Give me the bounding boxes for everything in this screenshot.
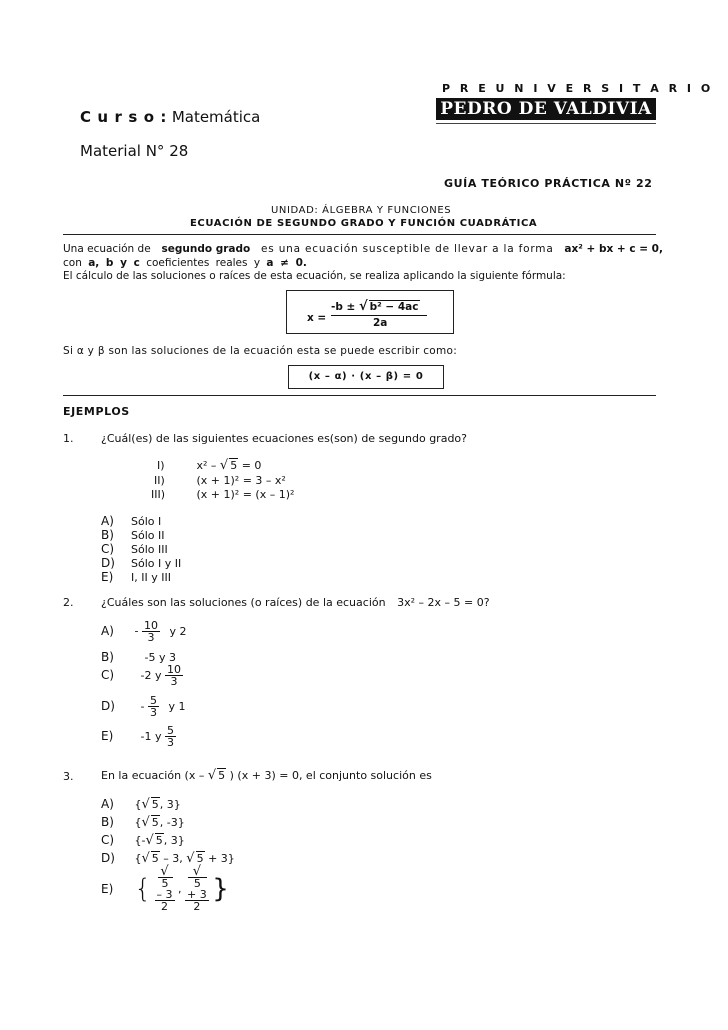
option-text: Sólo II bbox=[131, 529, 165, 542]
q1-text: ¿Cuál(es) de las siguientes ecuaciones es(son) de segundo grado? bbox=[101, 432, 467, 445]
brand-logo bbox=[436, 82, 714, 126]
q2-question: ¿Cuáles son las soluciones (o raíces) de la ecuación bbox=[101, 596, 386, 609]
option-letter: D) bbox=[101, 851, 115, 865]
q3e-root-1: 5 bbox=[158, 877, 173, 889]
course-value: Matemática bbox=[171, 108, 261, 126]
option-letter: E) bbox=[101, 728, 114, 743]
q1-roman-2: II) bbox=[154, 474, 165, 487]
q1-number: 1. bbox=[63, 432, 74, 445]
q3e-num-1 bbox=[155, 866, 175, 901]
q1-eq-1a: x² – bbox=[196, 459, 217, 472]
quadratic-formula-box bbox=[286, 290, 454, 334]
q2-option-e[interactable] bbox=[101, 725, 176, 748]
q2-number: 2. bbox=[63, 596, 74, 609]
intro-1d: ax² + bx + c = 0, bbox=[564, 243, 663, 255]
intro-1a: Una ecuación de bbox=[63, 243, 151, 255]
q1-option-c[interactable] bbox=[101, 542, 168, 556]
q2d-fraction bbox=[148, 695, 159, 718]
course-key: C u r s o : bbox=[80, 108, 168, 126]
examples-heading: EJEMPLOS bbox=[63, 405, 130, 418]
intro-2b: a, b y c bbox=[88, 257, 140, 269]
q1-item-1 bbox=[157, 458, 261, 473]
option-letter: C) bbox=[101, 667, 115, 682]
q3b-pre: { bbox=[134, 816, 142, 829]
q1-option-b[interactable] bbox=[101, 528, 164, 542]
q2b-text: -5 y 3 bbox=[144, 651, 176, 664]
q3c-post: , 3} bbox=[163, 834, 185, 847]
option-text: Sólo III bbox=[131, 543, 168, 556]
option-letter: E) bbox=[101, 882, 114, 896]
q3a-pre: { bbox=[134, 798, 142, 811]
factored-intro: Si α y β son las soluciones de la ecuación esta se puede escribir como: bbox=[63, 345, 458, 357]
sqrt-icon: √ bbox=[219, 458, 229, 473]
q3d-mid: – 3, bbox=[163, 852, 183, 865]
brand-underline bbox=[436, 123, 656, 124]
q3e-root-2: 5 bbox=[188, 877, 207, 889]
q2d-num: 5 bbox=[149, 694, 157, 707]
q3e-n2: + 3 bbox=[187, 888, 207, 901]
q1-eq-1b: = 0 bbox=[241, 459, 262, 472]
q3e-fraction-2 bbox=[185, 866, 209, 912]
q3d-pre: { bbox=[134, 852, 142, 865]
course-label bbox=[80, 108, 260, 126]
brand-name: PEDRO DE VALDIVIA bbox=[436, 98, 656, 120]
q3-option-b[interactable] bbox=[101, 815, 185, 830]
formula-denominator: 2a bbox=[373, 317, 388, 329]
formula-lhs: x = bbox=[307, 312, 327, 324]
q1-option-d[interactable] bbox=[101, 556, 181, 570]
option-letter: C) bbox=[101, 542, 115, 556]
unit-title: UNIDAD: ÁLGEBRA Y FUNCIONES bbox=[271, 205, 452, 216]
q2e-den: 3 bbox=[166, 736, 174, 749]
q1-roman-3: III) bbox=[151, 488, 166, 501]
sqrt-icon: √ bbox=[141, 797, 150, 812]
sqrt-icon: √ bbox=[192, 864, 202, 879]
option-letter: E) bbox=[101, 570, 114, 584]
intro-line-2 bbox=[63, 257, 307, 269]
q2c-pre: -2 y bbox=[140, 668, 162, 682]
q2-equation: 3x² – 2x – 5 = 0? bbox=[397, 596, 490, 609]
q3c-pre: {- bbox=[134, 834, 146, 847]
q2-option-b[interactable] bbox=[101, 650, 176, 664]
q3-option-c[interactable] bbox=[101, 833, 185, 848]
option-letter: D) bbox=[101, 556, 115, 570]
sqrt-icon: √ bbox=[207, 768, 217, 783]
intro-1b: segundo grado bbox=[161, 243, 251, 255]
q2d-post: y 1 bbox=[168, 699, 186, 713]
q3-number: 3. bbox=[63, 770, 74, 783]
q1-item-3 bbox=[151, 488, 294, 501]
q3b-root: 5 bbox=[151, 816, 159, 829]
q1-roman-1: I) bbox=[157, 459, 165, 472]
brand-top: P R E U N I V E R S I T A R I O bbox=[442, 82, 714, 95]
q3-text-b: ) (x + 3) = 0, el conjunto solución es bbox=[229, 769, 432, 782]
q2e-num: 5 bbox=[166, 724, 174, 737]
q3e-den-1: 2 bbox=[161, 900, 169, 913]
q3b-post: , -3} bbox=[159, 816, 185, 829]
q2a-num: 10 bbox=[143, 619, 158, 632]
q2e-pre: -1 y bbox=[140, 729, 162, 743]
q2-text bbox=[101, 596, 490, 609]
intro-2a: con bbox=[63, 257, 82, 269]
q2a-fraction bbox=[142, 620, 160, 643]
q3e-n1: – 3 bbox=[156, 888, 173, 901]
main-title: ECUACIÓN DE SEGUNDO GRADO Y FUNCIÓN CUADRÁTICA bbox=[190, 218, 538, 229]
q2d-den: 3 bbox=[149, 706, 157, 719]
intro-line-1 bbox=[63, 243, 663, 255]
title-rule bbox=[63, 234, 656, 235]
option-letter: A) bbox=[101, 797, 114, 811]
q2-option-c[interactable] bbox=[101, 664, 183, 687]
q3-option-e[interactable] bbox=[101, 866, 229, 912]
q3d-root: 5 bbox=[151, 852, 159, 865]
q3a-root: 5 bbox=[151, 798, 159, 811]
q3e-den-2: 2 bbox=[193, 900, 201, 913]
formula-numerator bbox=[331, 299, 420, 314]
option-letter: A) bbox=[101, 514, 114, 528]
formula-num-root: b² − 4ac bbox=[369, 301, 419, 313]
guide-number: GUÍA TEÓRICO PRÁCTICA Nº 22 bbox=[444, 177, 653, 190]
q3e-comma: , bbox=[178, 882, 182, 896]
option-text: Sólo I y II bbox=[131, 557, 182, 570]
q1-option-a[interactable] bbox=[101, 514, 161, 528]
sqrt-icon: √ bbox=[141, 815, 150, 830]
q2a-pre: - bbox=[134, 624, 139, 638]
option-letter: A) bbox=[101, 623, 114, 638]
q1-eq-2: (x + 1)² = 3 – x² bbox=[196, 474, 286, 487]
intro-line-3: El cálculo de las soluciones o raíces de esta ecuación, se realiza aplicando la siguiente fórmula: bbox=[63, 270, 566, 282]
q2e-fraction bbox=[165, 725, 176, 748]
option-text: I, II y III bbox=[131, 571, 171, 584]
intro-2c: coeficientes reales y bbox=[146, 257, 261, 269]
q3a-post: , 3} bbox=[159, 798, 181, 811]
q3-text-a: En la ecuación (x – bbox=[101, 769, 205, 782]
q2d-pre: - bbox=[140, 699, 145, 713]
formula-fraction-bar bbox=[331, 315, 427, 316]
sqrt-icon: √ bbox=[160, 864, 169, 879]
q2c-den: 3 bbox=[170, 675, 178, 688]
sqrt-icon: √ bbox=[141, 851, 150, 866]
intro-2d: a ≠ 0. bbox=[266, 257, 307, 269]
q3-option-a[interactable] bbox=[101, 797, 181, 812]
q3d-root2: 5 bbox=[196, 852, 204, 865]
q1-item-2 bbox=[154, 474, 286, 487]
q3e-fraction-1 bbox=[155, 866, 175, 912]
option-text: Sólo I bbox=[131, 515, 162, 528]
sqrt-icon: √ bbox=[186, 851, 195, 866]
q2a-post: y 2 bbox=[169, 624, 187, 638]
q2-option-d[interactable] bbox=[101, 695, 186, 718]
formula-num-a: -b ± bbox=[331, 301, 356, 313]
q3e-num-2 bbox=[185, 866, 209, 901]
section-rule bbox=[63, 395, 656, 396]
q1-option-e[interactable] bbox=[101, 570, 171, 584]
q3-root: 5 bbox=[218, 769, 226, 782]
intro-1c: es una ecuación susceptible de llevar a la forma bbox=[261, 243, 554, 255]
material-number: Material N° 28 bbox=[80, 142, 189, 160]
option-letter: C) bbox=[101, 833, 115, 847]
option-letter: B) bbox=[101, 650, 114, 664]
q3c-root: 5 bbox=[155, 834, 163, 847]
q2c-fraction bbox=[165, 664, 183, 687]
q3-text bbox=[101, 768, 432, 783]
factored-form-box bbox=[288, 365, 444, 389]
option-letter: B) bbox=[101, 815, 114, 829]
left-brace-icon: { bbox=[134, 874, 152, 904]
right-brace-icon: } bbox=[212, 874, 229, 904]
sqrt-icon: √ bbox=[145, 833, 154, 848]
q1-eq-1-root: 5 bbox=[230, 459, 238, 472]
option-letter: D) bbox=[101, 698, 115, 713]
option-letter: B) bbox=[101, 528, 114, 542]
q2c-num: 10 bbox=[166, 663, 181, 676]
factored-expr: (x – α) · (x – β) = 0 bbox=[308, 371, 424, 382]
q1-eq-3: (x + 1)² = (x – 1)² bbox=[196, 488, 295, 501]
sqrt-icon: √ bbox=[358, 299, 368, 314]
q2a-den: 3 bbox=[147, 631, 155, 644]
q3d-post: + 3} bbox=[208, 852, 235, 865]
q2-option-a[interactable] bbox=[101, 620, 187, 643]
